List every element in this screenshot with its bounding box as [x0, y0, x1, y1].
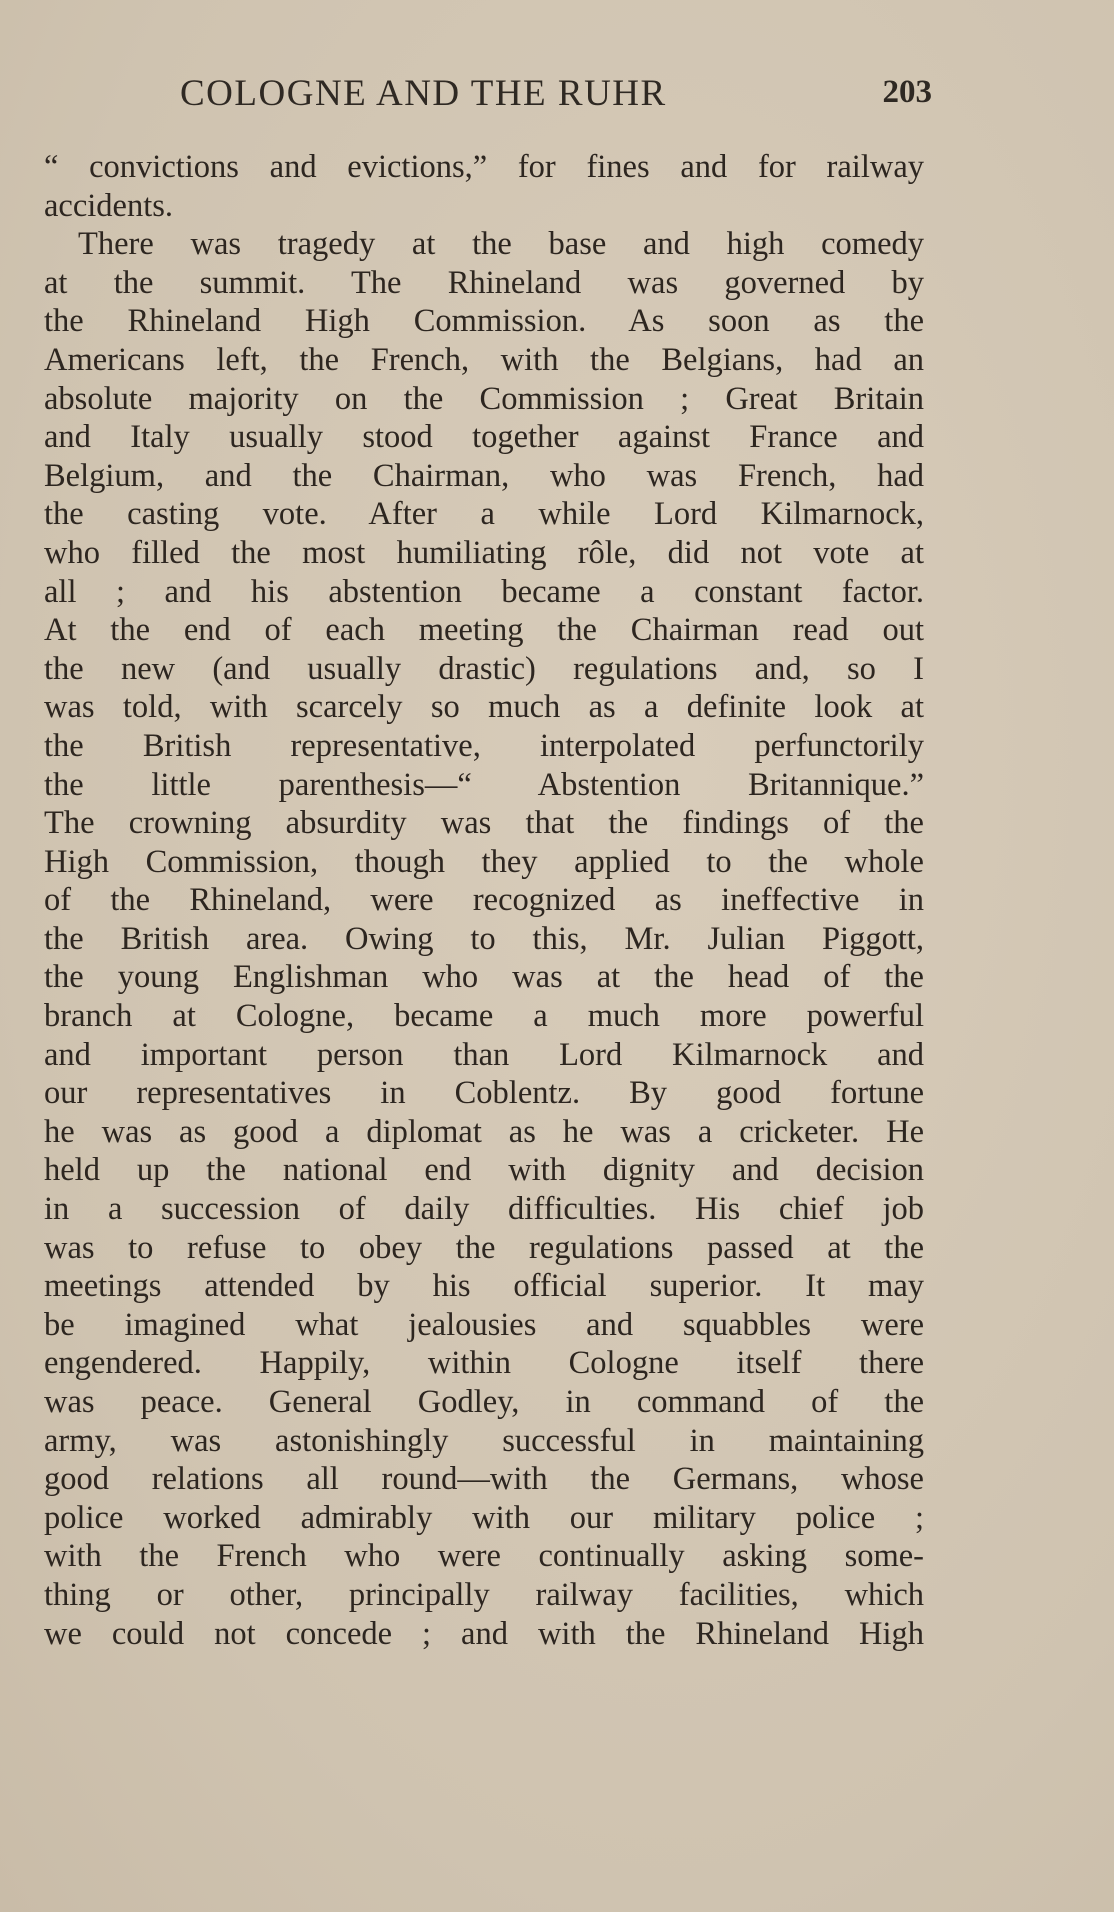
text-line: and Italy usually stood together against France and — [44, 419, 924, 456]
text-line: High Commission, though they applied to the whole — [44, 843, 924, 880]
text-line: and important person than Lord Kilmarnock and — [44, 1036, 924, 1073]
text-line: was peace. General Godley, in command of the — [44, 1384, 924, 1420]
text-line: held up the national end with dignity and decision — [44, 1152, 924, 1189]
text-line: the British area. Owing to this, Mr. Julian Piggott, — [44, 920, 924, 957]
text-line: meetings attended by his official superior. It may — [44, 1268, 924, 1305]
text-line: police worked admirably with our military police ; — [44, 1499, 924, 1536]
text-line: in a succession of daily difficulties. His chief job — [44, 1191, 924, 1228]
text-line: good relations all round—with the Germans, whose — [44, 1461, 924, 1498]
text-line: branch at Cologne, became a much more powerful — [44, 998, 924, 1035]
text-line: the young Englishman who was at the head of the — [44, 959, 924, 996]
text-line: The crowning absurdity was that the findings of the — [44, 805, 924, 842]
text-line: accidents. — [44, 187, 174, 224]
body-text — [44, 148, 924, 1653]
text-line: of the Rhineland, were recognized as ineffective in — [44, 882, 924, 919]
page-number: 203 — [882, 74, 932, 110]
text-line: the British representative, interpolated perfunctorily — [44, 727, 924, 764]
text-line: our representatives in Coblentz. By good fortune — [44, 1075, 924, 1112]
text-line: was to refuse to obey the regulations passed at the — [44, 1229, 924, 1266]
text-line: the Rhineland High Commission. As soon as the — [44, 303, 924, 340]
running-head — [44, 72, 932, 122]
text-line: the new (and usually drastic) regulations and, so I — [44, 650, 924, 687]
text-line: “ convictions and evictions,” for fines and for railway — [44, 149, 924, 185]
text-line: who filled the most humiliating rôle, did not vote at — [44, 534, 924, 571]
text-line: thing or other, principally railway facilities, which — [44, 1576, 924, 1613]
text-line: we could not concede ; and with the Rhineland High — [44, 1615, 924, 1652]
text-line: army, was astonishingly successful in maintaining — [44, 1422, 924, 1459]
running-title: COLOGNE AND THE RUHR — [180, 73, 667, 114]
text-line: Americans left, the French, with the Belgians, had an — [44, 341, 924, 378]
text-line: was told, with scarcely so much as a definite look at — [44, 689, 924, 726]
text-line: be imagined what jealousies and squabbles were — [44, 1306, 924, 1343]
text-line: with the French who were continually asking some- — [44, 1538, 924, 1575]
text-line: At the end of each meeting the Chairman read out — [44, 612, 924, 649]
text-line: the little parenthesis—“ Abstention Britannique.” — [44, 766, 924, 803]
text-line: engendered. Happily, within Cologne itself there — [44, 1345, 924, 1382]
text-line: absolute majority on the Commission ; Great Britain — [44, 380, 924, 417]
text-line: There was tragedy at the base and high comedy — [78, 226, 924, 263]
text-line: he was as good a diplomat as he was a cricketer. He — [44, 1113, 924, 1150]
text-line: the casting vote. After a while Lord Kilmarnock, — [44, 496, 924, 533]
text-line: at the summit. The Rhineland was governed by — [44, 264, 924, 301]
text-line: Belgium, and the Chairman, who was French, had — [44, 457, 924, 494]
text-line: all ; and his abstention became a constant factor. — [44, 573, 924, 610]
